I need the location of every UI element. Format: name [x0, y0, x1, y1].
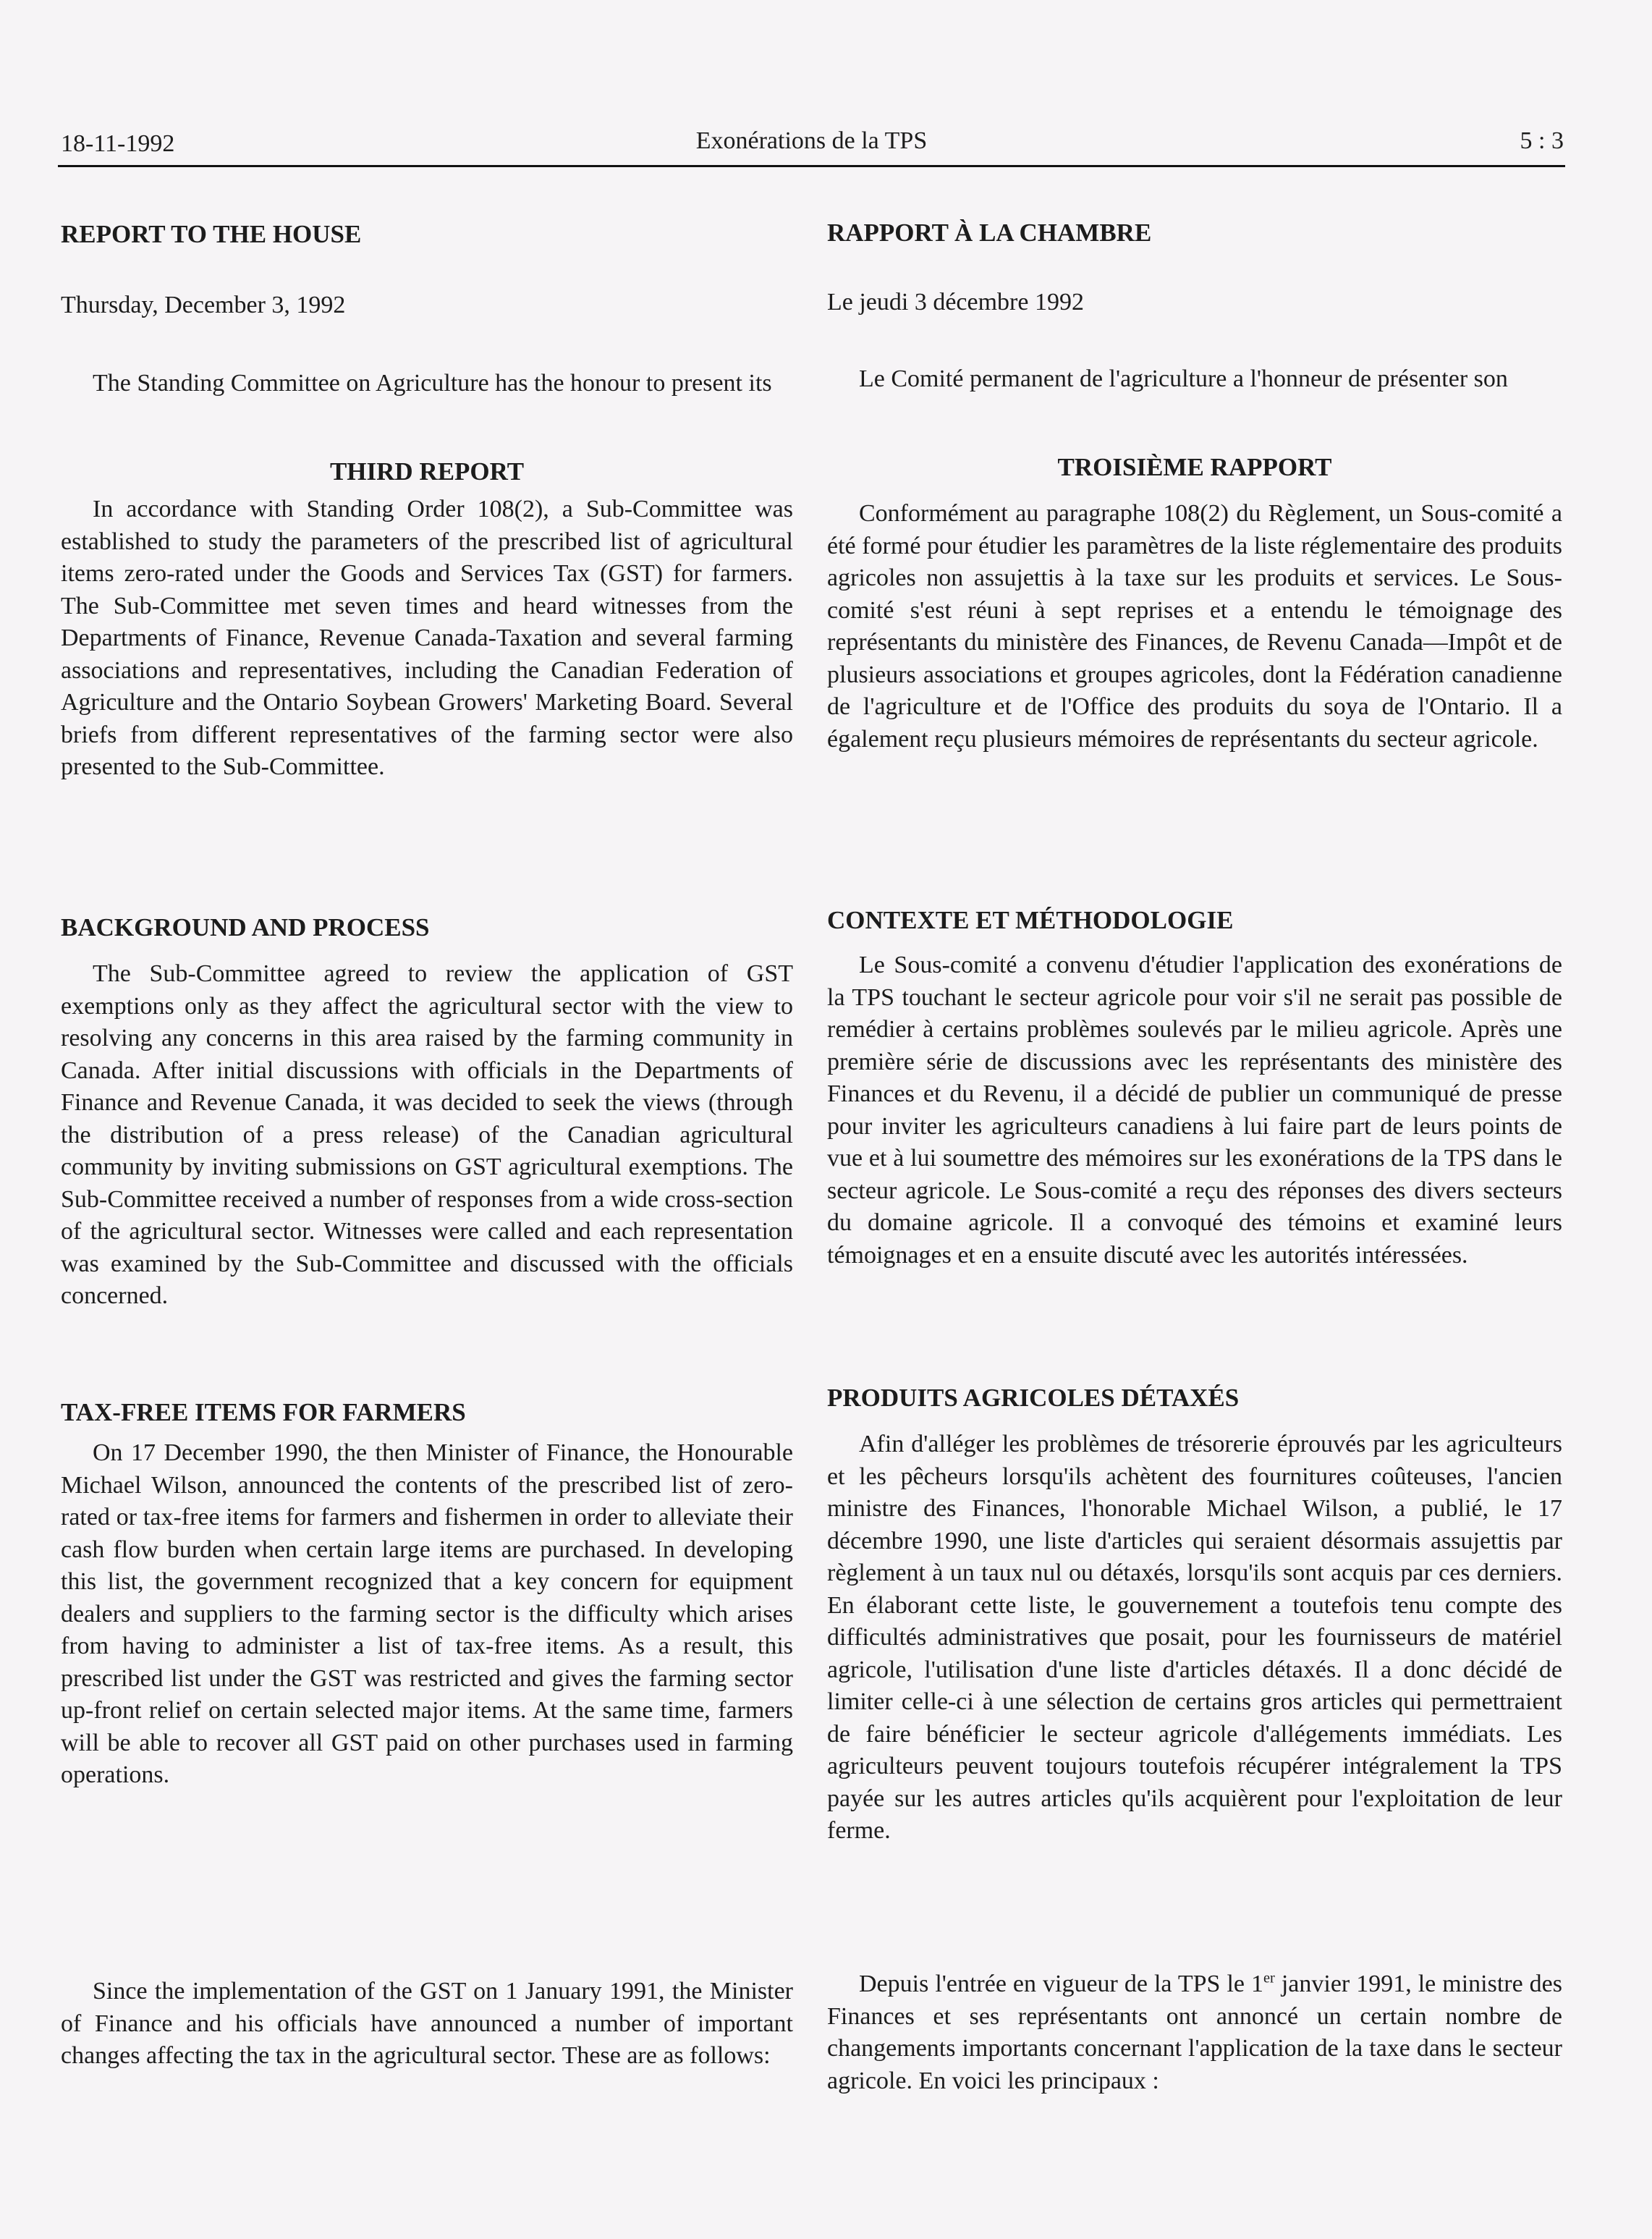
report-heading-fr: RAPPORT À LA CHAMBRE: [827, 219, 1152, 247]
intro-fr: Le Comité permanent de l'agriculture a l'honneur de présenter son: [859, 365, 1508, 392]
para2-en: The Sub-Committee agreed to review the application of GST exemptions only as they affect the agricultural sector with the view to resolving any concerns in this area raised by the farming community in Canada. After initial discussions with officials in the Departments of Finance and Revenue Canada, it was decided to seek the views (through the distribution of a press release) of the Canadian agricultural community by inviting submissions on GST agricultural exemptions. The Sub-Committee received a number of responses from a wide cross-section of the agricultural sector. Witnesses were called and each representation was examined by the Sub-Committee and discussed with the officials concerned.: [61, 960, 793, 1309]
intro-en: The Standing Committee on Agriculture has the honour to present its: [93, 370, 772, 397]
report-date-en: Thursday, December 3, 1992: [61, 292, 346, 318]
third-report-fr: TROISIÈME RAPPORT: [1057, 453, 1332, 481]
para4-fr: [827, 1968, 1562, 2097]
para3-fr: Afin d'alléger les problèmes de trésorerie éprouvés par les agriculteurs et les pêcheurs lorsqu'ils achètent des fournitures coûteuses, l'ancien ministre des Finances, l'honorable Michael Wilson, a publié, le 17 décembre 1990, une liste d'articles qui seraient désormais assujettis par règlement à un taux nul ou détaxés, lorsqu'ils sont acquis par ces derniers. En élaborant cette liste, le gouvernement a toutefois tenu compte des difficultés administratives que posait, pour les fournisseurs de matériel agricole, l'utilisation d'une liste d'articles détaxés. Il a donc décidé de limiter celle-ci à une sélection de certains gros articles qui permettraient de faire bénéficier le secteur agricole d'allégements immédiats. Les agriculteurs peuvent toujours toutefois récupérer intégralement la TPS payée sur les autres articles qu'ils acquièrent pour l'exploitation de leur ferme.: [827, 1431, 1562, 1844]
para1-fr: Conformément au paragraphe 108(2) du Règlement, un Sous-comité a été formé pour étudier les paramètres de la liste réglementaire des produits agricoles non assujettis à la taxe sur les produits et services. Le Sous-comité s'est réuni à sept reprises et a entendu le témoignage des représentants du ministère des Finances, de Revenu Canada—Impôt et de plusieurs associations et groupes agricoles, dont la Fédération canadienne de l'agriculture et de l'Office des produits du soya de l'Ontario. Il a également reçu plusieurs mémoires de représentants du secteur agricole.: [827, 500, 1562, 753]
taxfree-heading-en: TAX-FREE ITEMS FOR FARMERS: [61, 1398, 466, 1426]
para3-en: On 17 December 1990, the then Minister of Finance, the Honourable Michael Wilson, announced the contents of the prescribed list of zero-rated or tax-free items for farmers and fishermen in order to alleviate their cash flow burden when certain large items are purchased. In developing this list, the government recognized that a key concern for equipment dealers and suppliers to the farming sector is the difficulty which arises from having to administer a list of tax-free items. As a result, this prescribed list under the GST was restricted and gives the farming sector up-front relief on certain selected major items. At the same time, farmers will be able to recover all GST paid on other purchases used in farming operations.: [61, 1439, 793, 1788]
para2-fr: Le Sous-comité a convenu d'étudier l'application des exonérations de la TPS touchant le secteur agricole pour voir s'il ne serait pas possible de remédier à certains problèmes soulevés par le milieu agricole. Après une première série de discussions avec les représentants des ministère des Finances et du Revenu, il a décidé de publier un communiqué de presse pour inviter les agriculteurs canadiens à lui faire part de leurs points de vue et à lui soumettre des mémoires sur les exonérations de la TPS dans le secteur agricole. Le Sous-comité a reçu des réponses des divers secteurs du domaine agricole. Il a convoqué des témoins et examiné leurs témoignages et en a ensuite discuté avec les autorités intéressées.: [827, 952, 1562, 1269]
header-page-number: 5 : 3: [1520, 127, 1564, 154]
third-report-en: THIRD REPORT: [329, 457, 525, 486]
header-date: 18-11-1992: [61, 130, 175, 157]
para4-fr-start: Depuis l'entrée en vigueur de la TPS le 1: [859, 1971, 1263, 1997]
background-heading-en: BACKGROUND AND PROCESS: [61, 913, 430, 941]
header-rule: [58, 165, 1565, 167]
ordinal-superscript: er: [1263, 1970, 1275, 1986]
page-header: [58, 124, 1565, 165]
para4-fr-rest: janvier 1991, le ministre des Finances et ses représentants ont annoncé un certain nombre de changements importants concernant l'application de la taxe dans le secteur agricole. En voici les principaux :: [827, 1971, 1563, 2094]
background-heading-fr: CONTEXTE ET MÉTHODOLOGIE: [827, 906, 1234, 934]
para1-en: In accordance with Standing Order 108(2), a Sub-Committee was established to study the parameters of the prescribed list of agricultural items zero-rated under the Goods and Services Tax (GST) for farmers. The Sub-Committee met seven times and heard witnesses from the Departments of Finance, Revenue Canada-Taxation and several farming associations and representatives, including the Canadian Federation of Agriculture and the Ontario Soybean Growers' Marketing Board. Several briefs from different representatives of the farming sector were also presented to the Sub-Committee.: [61, 496, 793, 780]
report-heading-en: REPORT TO THE HOUSE: [61, 220, 362, 248]
taxfree-heading-fr: PRODUITS AGRICOLES DÉTAXÉS: [827, 1384, 1240, 1412]
header-title: Exonérations de la TPS: [695, 127, 928, 154]
report-date-fr: Le jeudi 3 décembre 1992: [827, 289, 1084, 316]
para4-en: Since the implementation of the GST on 1 January 1991, the Minister of Finance and his officials have announced a number of important changes affecting the tax in the agricultural sector. These are as follows:: [61, 1978, 793, 2069]
